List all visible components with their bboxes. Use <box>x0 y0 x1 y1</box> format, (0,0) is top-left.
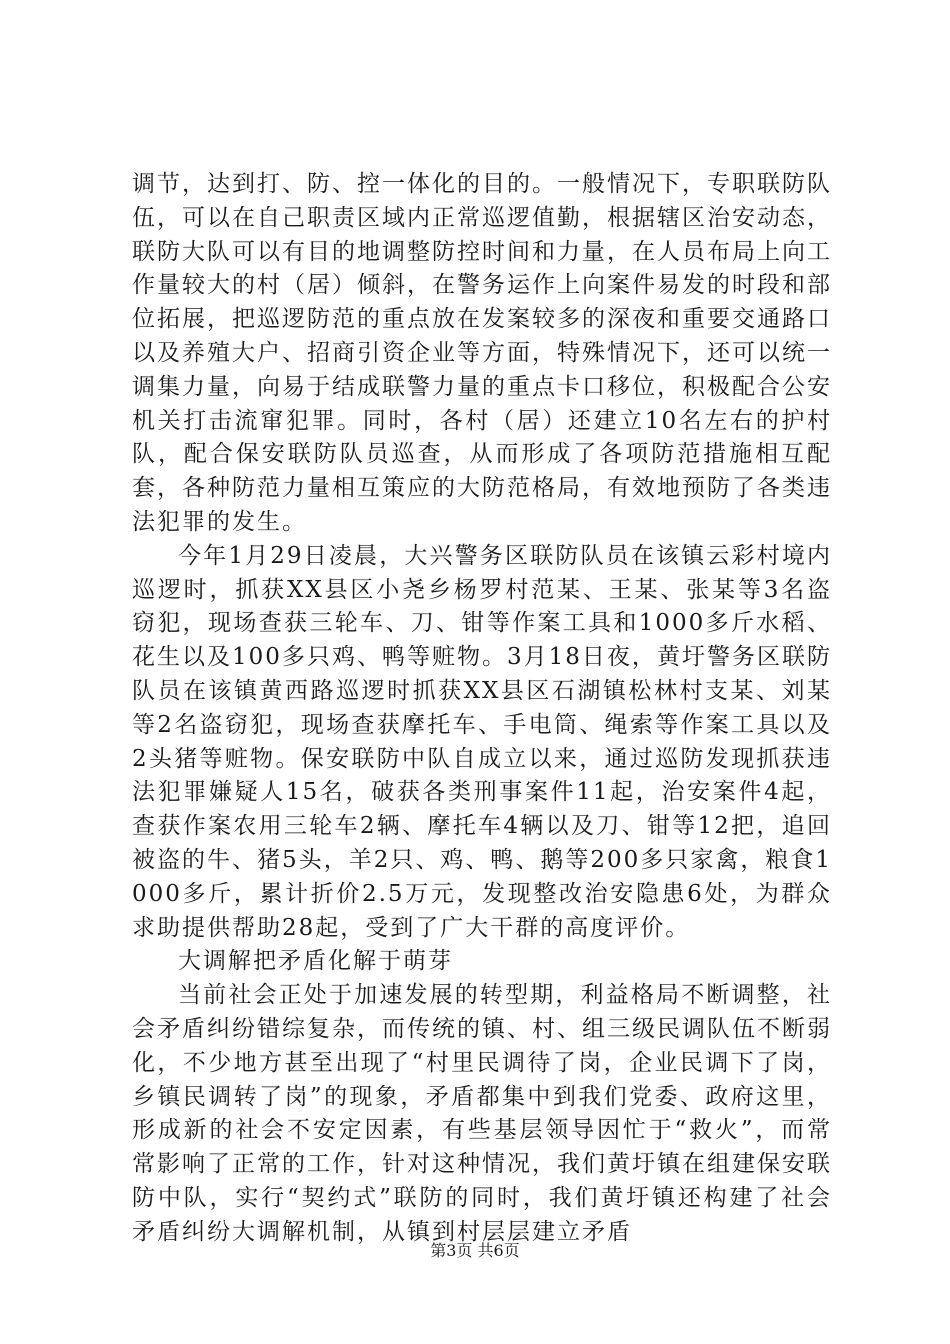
paragraph-3: 当前社会正处于加速发展的转型期，利益格局不断调整，社会矛盾纠纷错综复杂，而传统的镇、村、组三级民调队伍不断弱化，不少地方甚至出现了“村里民调待了岗，企业民调下了岗，乡镇民调转了岗”的现象，矛盾都集中到我们党委、政府这里，形成新的社会不安定因素，有些基层领导因忙于“救火”，而常常影响了正常的工作，针对这种情况，我们黄圩镇在组建保安联防中队，实行“契约式”联防的同时，我们黄圩镇还构建了社会矛盾纠纷大调解机制，从镇到村层层建立矛盾 <box>132 982 832 1245</box>
paragraph-1: 调节，达到打、防、控一体化的目的。一般情况下，专职联防队伍，可以在自己职责区域内正常巡逻值勤，根据辖区治安动态，联防大队可以有目的地调整防控时间和力量，在人员布局上向工作量较大的村（居）倾斜，在警务运作上向案件易发的时段和部位拓展，把巡逻防范的重点放在发案较多的深夜和重要交通路口以及养殖大户、招商引资企业等方面，特殊情况下，还可以统一调集力量，向易于结成联警力量的重点卡口移位，积极配合公安机关打击流窜犯罪。同时，各村（居）还建立10名左右的护村队，配合保安联防队员巡查，从而形成了各项防范措施相互配套，各种防范力量相互策应的大防范格局，有效地预防了各类违法犯罪的发生。 <box>132 171 832 535</box>
paragraph-2: 今年1月29日凌晨，大兴警务区联防队员在该镇云彩村境内巡逻时，抓获XX县区小尧乡杨罗村范某、王某、张某等3名盗窃犯，现场查获三轮车、刀、钳等作案工具和1000多斤水稻、花生以及100多只鸡、鸭等赃物。3月18日夜，黄圩警务区联防队员在该镇黄西路巡逻时抓获XX县区石湖镇松林村支某、刘某等2名盗窃犯，现场查获摩托车、手电筒、绳索等作案工具以及2头猪等赃物。保安联防中队自成立以来，通过巡防发现抓获违法犯罪嫌疑人15名，破获各类刑事案件11起，治安案件4起，查获作案农用三轮车2辆、摩托车4辆以及刀、钳等12把，追回被盗的牛、猪5头，羊2只、鸡、鸭、鹅等200多只家禽，粮食1000多斤，累计折价2.5万元，发现整改治安隐患6处，为群众求助提供帮助28起，受到了广大干群的高度评价。 <box>132 542 832 941</box>
page-footer: 第3页 共6页 <box>430 1241 520 1260</box>
section-heading: 大调解把矛盾化解于萌芽 <box>178 948 453 975</box>
document-body <box>132 168 832 1250</box>
